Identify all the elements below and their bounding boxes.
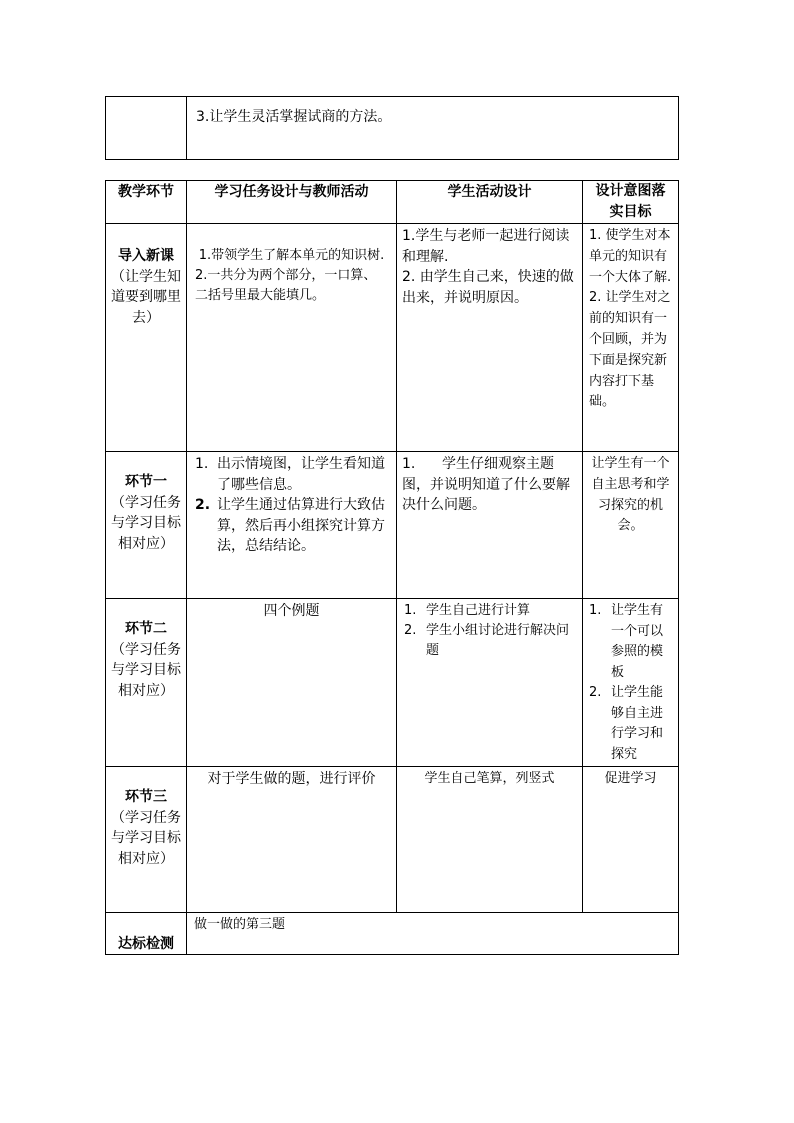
student-cell-step1: [397, 452, 583, 599]
stage-title: 达标检测: [118, 935, 174, 952]
stage-cell-step3: [106, 767, 187, 913]
objective-text-cell: [187, 97, 679, 160]
table-row-step2: [106, 599, 679, 767]
teacher-cell-step2: [187, 599, 397, 767]
teacher-item: 2.一共分为两个部分，一口算、二括号里最大能填几。: [195, 268, 377, 303]
stage-note: （学习任务与学习目标相对应）: [111, 494, 181, 552]
objective-table: [105, 96, 679, 160]
student-item: 2. 由学生自己来，快速的做出来，并说明原因。: [402, 269, 574, 306]
student-item: 1. 学生仔细观察主题图，并说明知道了什么要解决什么问题。: [402, 456, 570, 513]
stage-cell-check: [106, 913, 187, 955]
stage-title: 环节二: [125, 621, 167, 637]
lesson-plan-table: [105, 180, 679, 955]
objective-text: 3.让学生灵活掌握试商的方法。: [196, 109, 392, 125]
student-cell-step3: [397, 767, 583, 913]
intent-cell-step1: [583, 452, 679, 599]
stage-cell-intro: [106, 224, 187, 452]
stage-cell-step1: [106, 452, 187, 599]
header-row: [106, 181, 679, 224]
student-cell-intro: [397, 224, 583, 452]
intent-cell-step3: [583, 767, 679, 913]
objective-empty-cell: [106, 97, 187, 160]
header-design-intent: 设计意图落实目标: [583, 181, 679, 224]
stage-title: 环节一: [125, 474, 167, 490]
teacher-list-item: 1. 出示情境图，让学生看知道了哪些信息。: [195, 454, 388, 495]
teacher-list-item: 2. 让学生通过估算进行大致估算，然后再小组探究计算方法，总结结论。: [195, 495, 388, 557]
stage-cell-step2: [106, 599, 187, 767]
teacher-cell-step3: [187, 767, 397, 913]
table-row-step1: [106, 452, 679, 599]
teacher-item: 四个例题: [263, 603, 320, 619]
intent-item: 促进学习: [604, 771, 657, 786]
intent-item: 让学生能够自主进行学习和探究: [611, 685, 664, 762]
teacher-item: 出示情境图，让学生看知道了哪些信息。: [217, 456, 385, 493]
intent-item: 1. 使学生对本单元的知识有一个大体了解.: [589, 228, 672, 285]
header-teacher-activity: 学习任务设计与教师活动: [187, 181, 397, 224]
student-cell-step2: [397, 599, 583, 767]
table-row-intro: [106, 224, 679, 452]
intent-cell-step2: [583, 599, 679, 767]
stage-note: （让学生知道要到哪里去）: [111, 268, 181, 326]
check-content-cell: [187, 913, 679, 955]
student-item: 学生小组讨论进行解决问题: [426, 623, 570, 658]
intent-list-item: 2. 让学生能够自主进行学习和探究: [589, 683, 674, 765]
header-student-activity: 学生活动设计: [397, 181, 583, 224]
intent-item: 让学生有一个自主思考和学习探究的机会。: [591, 456, 670, 534]
student-item: 学生自己进行计算: [426, 603, 531, 618]
teacher-item: 让学生通过估算进行大致估算，然后再小组探究计算方法，总结结论。: [217, 497, 385, 554]
stage-note: （学习任务与学习目标相对应）: [111, 809, 181, 867]
intent-cell-intro: [583, 224, 679, 452]
intent-item: 让学生有一个可以参照的模板: [611, 603, 664, 680]
table-row-check: [106, 913, 679, 955]
check-content: 做一做的第三题: [194, 917, 286, 932]
intent-item: 2. 让学生对之前的知识有一个回顾，并为下面是探究新内容打下基础。: [589, 290, 671, 410]
student-item: 学生自己笔算，列竖式: [424, 771, 555, 786]
teacher-cell-step1: [187, 452, 397, 599]
student-list-item: 2. 学生小组讨论进行解决问题: [404, 621, 578, 661]
student-list-item: 1. 学生自己进行计算: [404, 601, 578, 621]
stage-note: （学习任务与学习目标相对应）: [111, 641, 181, 699]
teacher-item: 对于学生做的题，进行评价: [207, 771, 376, 787]
student-item: 1.学生与老师一起进行阅读和理解.: [402, 228, 570, 265]
stage-title: 环节三: [125, 789, 167, 805]
teacher-cell-intro: [187, 224, 397, 452]
intent-list-item: 1. 让学生有一个可以参照的模板: [589, 601, 674, 683]
header-stage: 教学环节: [106, 181, 187, 224]
stage-title: 导入新课: [118, 248, 174, 264]
teacher-item: 1.带领学生了解本单元的知识树.: [198, 248, 385, 263]
table-row-step3: [106, 767, 679, 913]
